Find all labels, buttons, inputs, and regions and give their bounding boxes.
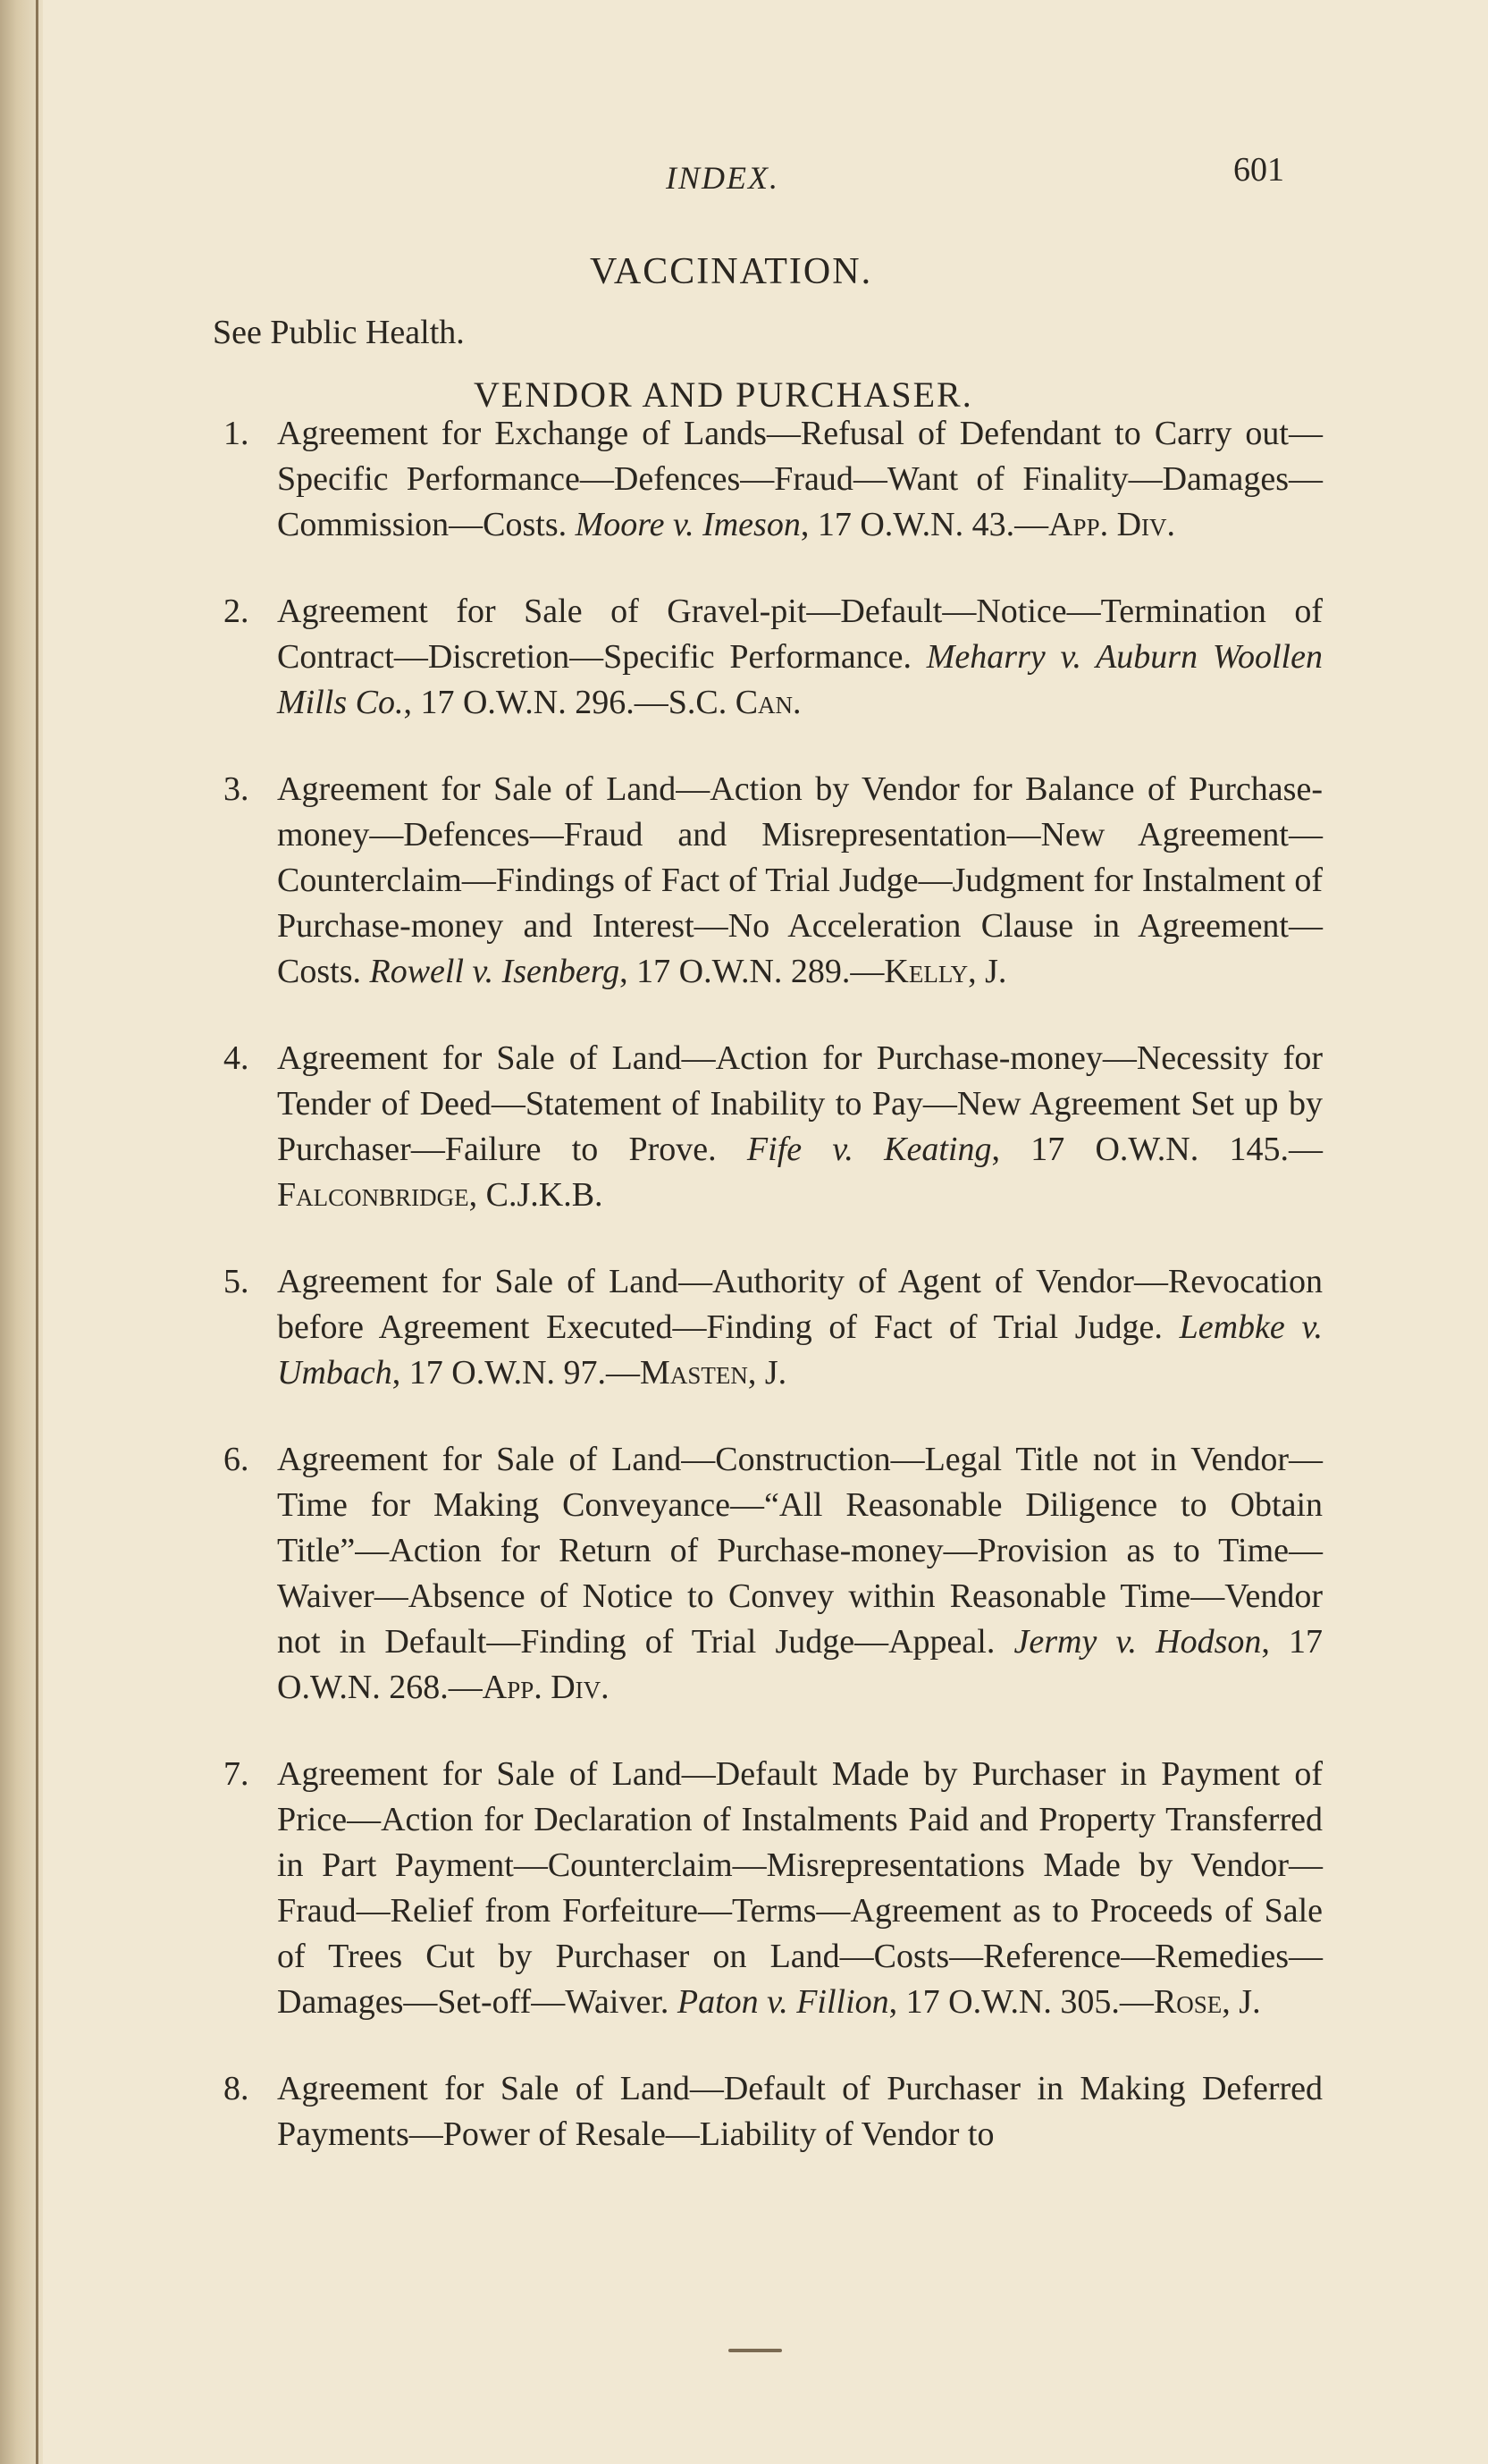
entry-number: 3. xyxy=(223,770,249,808)
entry-number: 7. xyxy=(223,1755,249,1793)
entry-number: 6. xyxy=(223,1441,249,1478)
entry-number: 5. xyxy=(223,1263,249,1300)
case-name: Rowell v. Isenberg xyxy=(369,953,620,990)
entry-number: 2. xyxy=(223,593,249,630)
entry-number: 4. xyxy=(223,1039,249,1077)
running-header: INDEX. xyxy=(666,160,779,196)
case-name: Lembke v. Umbach xyxy=(277,1308,1323,1392)
court-name: Rose, J. xyxy=(1153,1983,1261,2021)
entry-text: Agreement for Exchange of Lands—Refusal of Defendant to Carry out—Specific Performance—Defences—Fraud—Want of Finality—Damages—Commission—Costs. Moore v. Imeson, 17 O.W.N. 43.—App. Div. xyxy=(277,415,1323,543)
court-name: S.C. Can. xyxy=(668,684,802,721)
case-name: Meharry v. Auburn Woollen Mills Co. xyxy=(277,638,1323,721)
index-entry xyxy=(223,589,1323,726)
page-binding-edge xyxy=(0,0,43,2464)
section-title-vendor-purchaser: VENDOR AND PURCHASER. xyxy=(474,374,973,415)
cross-reference: See Public Health. xyxy=(213,314,465,351)
index-entry xyxy=(223,1752,1323,2025)
entry-text: Agreement for Sale of Gravel-pit—Default—Notice—Termination of Contract—Discretion—Specific Performance. Meharry v. Auburn Woollen Mills Co., 17 O.W.N. 296.—S.C. Can. xyxy=(277,593,1323,721)
court-name: App. Div. xyxy=(482,1669,609,1706)
case-name: Paton v. Fillion xyxy=(677,1983,889,2021)
court-name: Falconbridge, C.J.K.B. xyxy=(277,1176,603,1214)
court-name: App. Div. xyxy=(1048,506,1176,543)
index-entries xyxy=(223,411,1323,2199)
section-title-vaccination: VACCINATION. xyxy=(590,251,873,292)
entry-text: Agreement for Sale of Land—Authority of Agent of Vendor—Revocation before Agreement Executed—Finding of Fact of Trial Judge. Lembke v. Umbach, 17 O.W.N. 97.—Masten, J. xyxy=(277,1263,1323,1392)
page-mark xyxy=(728,2349,782,2352)
index-entry xyxy=(223,2066,1323,2157)
entry-text: Agreement for Sale of Land—Construction—Legal Title not in Vendor—Time for Making Conveyance—“All Reasonable Diligence to Obtain Title”—Action for Return of Purchase-money—Provision as to Time—Waiver—Absence of Notice to Convey within Reasonable Time—Vendor not in Default—Finding of Trial Judge—Appeal. Jermy v. Hodson, 17 O.W.N. 268.—App. Div. xyxy=(277,1441,1323,1706)
court-name: Kelly, J. xyxy=(884,953,1007,990)
index-entry xyxy=(223,411,1323,548)
case-name: Fife v. Keating xyxy=(746,1131,992,1168)
entry-number: 1. xyxy=(223,415,249,452)
index-entry xyxy=(223,1036,1323,1218)
page-number: 601 xyxy=(1233,151,1284,189)
case-name: Jermy v. Hodson xyxy=(1013,1623,1262,1661)
entry-text: Agreement for Sale of Land—Default Made by Purchaser in Payment of Price—Action for Declaration of Instalments Paid and Property Transferred in Part Payment—Counterclaim—Misrepresentations Made by Vendor—Fraud—Relief from Forfeiture—Terms—Agreement as to Proceeds of Sale of Trees Cut by Purchaser on Land—Costs—Reference—Remedies—Damages—Set-off—Waiver. Paton v. Fillion, 17 O.W.N. 305.—Rose, J. xyxy=(277,1755,1323,2021)
index-entry xyxy=(223,1259,1323,1396)
entry-text: Agreement for Sale of Land—Action for Purchase-money—Necessity for Tender of Deed—Statement of Inability to Pay—New Agreement Set up by Purchaser—Failure to Prove. Fife v. Keating, 17 O.W.N. 145.—Falconbridge, C.J.K.B. xyxy=(277,1039,1323,1214)
index-entry xyxy=(223,1437,1323,1711)
entry-text: Agreement for Sale of Land—Action by Vendor for Balance of Purchase-money—Defences—Fraud and Misrepresentation—New Agreement—Counterclaim—Findings of Fact of Trial Judge—Judgment for Instalment of Purchase-money and Interest—No Acceleration Clause in Agreement—Costs. Rowell v. Isenberg, 17 O.W.N. 289.—Kelly, J. xyxy=(277,770,1323,990)
entry-number: 8. xyxy=(223,2070,249,2107)
case-name: Moore v. Imeson xyxy=(575,506,801,543)
entry-text: Agreement for Sale of Land—Default of Purchaser in Making Deferred Payments—Power of Resale—Liability of Vendor to xyxy=(277,2070,1323,2153)
index-entry xyxy=(223,767,1323,995)
court-name: Masten, J. xyxy=(640,1354,787,1392)
